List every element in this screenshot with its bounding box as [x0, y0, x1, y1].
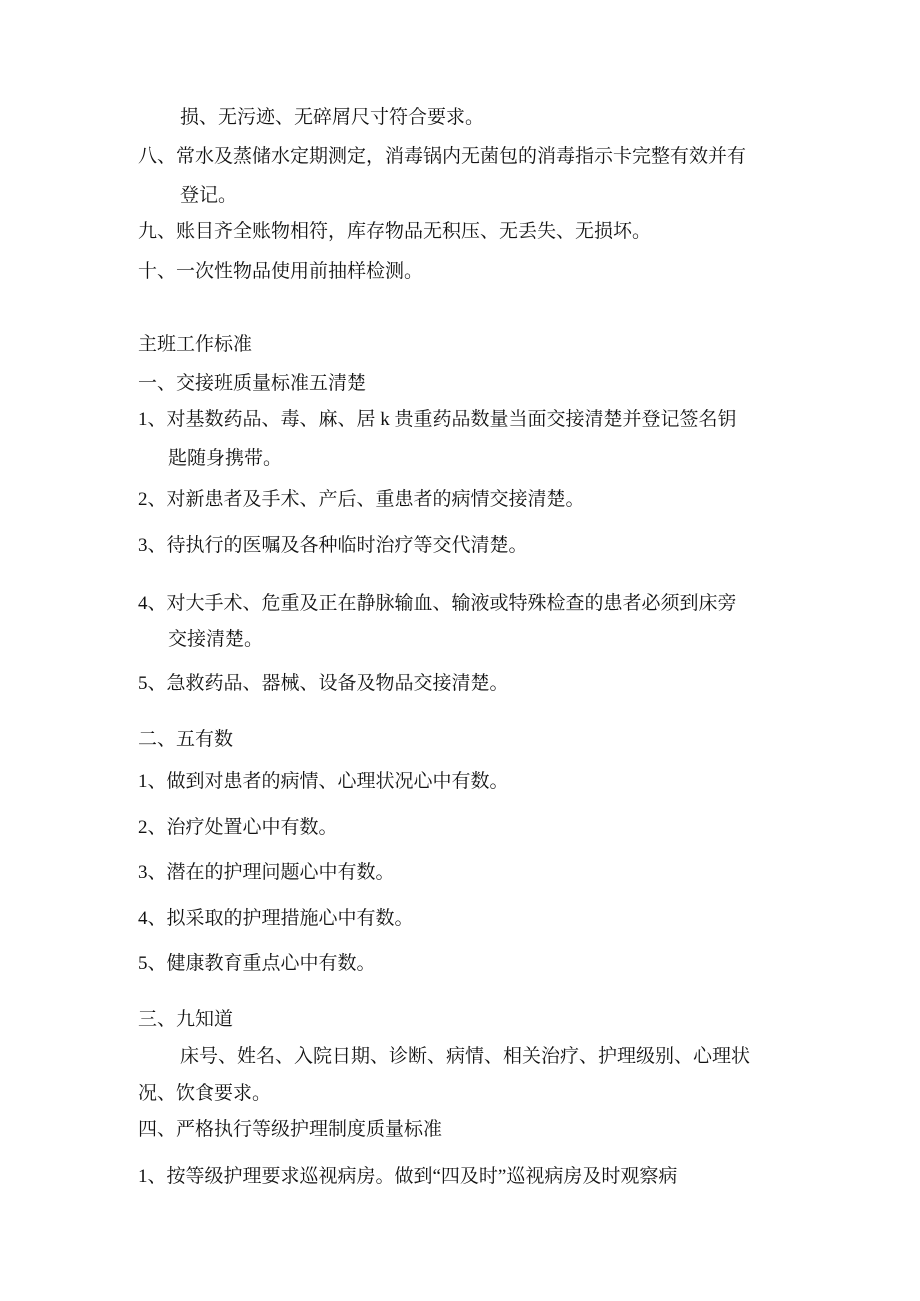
list-item: 十、一次性物品使用前抽样检测。 — [138, 261, 424, 282]
list-item: 1、做到对患者的病情、心理状况心中有数。 — [138, 771, 509, 792]
text-line: 交接清楚。 — [168, 629, 264, 650]
list-item: 5、健康教育重点心中有数。 — [138, 953, 376, 974]
text-line: 登记。 — [180, 185, 238, 206]
text-line: 床号、姓名、入院日期、诊断、病情、相关治疗、护理级别、心理状 — [180, 1046, 751, 1067]
list-item: 3、潜在的护理问题心中有数。 — [138, 862, 395, 883]
text-line: 损、无污迹、无碎屑尺寸符合要求。 — [180, 107, 485, 128]
list-item: 4、对大手术、危重及正在静脉输血、输液或特殊检查的患者必须到床旁 — [138, 593, 737, 614]
list-item: 4、拟采取的护理措施心中有数。 — [138, 908, 414, 929]
text-line: 况、饮食要求。 — [138, 1083, 272, 1104]
list-item: 2、治疗处置心中有数。 — [138, 817, 338, 838]
list-item: 1、对基数药品、毒、麻、居 k 贵重药品数量当面交接清楚并登记签名钥 — [138, 409, 737, 430]
list-item: 2、对新患者及手术、产后、重患者的病情交接清楚。 — [138, 489, 585, 510]
list-item: 九、账目齐全账物相符，库存物品无积压、无丢失、无损坏。 — [138, 221, 652, 242]
text-line: 匙随身携带。 — [168, 448, 283, 469]
subsection-heading: 一、交接班质量标准五清楚 — [138, 373, 367, 394]
list-item: 5、急救药品、器械、设备及物品交接清楚。 — [138, 673, 509, 694]
list-item: 3、待执行的医嘱及各种临时治疗等交代清楚。 — [138, 535, 528, 556]
section-heading: 主班工作标准 — [138, 334, 253, 355]
subsection-heading: 四、严格执行等级护理制度质量标准 — [138, 1119, 443, 1140]
subsection-heading: 二、五有数 — [138, 729, 234, 750]
subsection-heading: 三、九知道 — [138, 1009, 234, 1030]
list-item: 1、按等级护理要求巡视病房。做到“四及时”巡视病房及时观察病 — [138, 1166, 678, 1187]
list-item: 八、常水及蒸储水定期测定，消毒锅内无菌包的消毒指示卡完整有效并有 — [138, 146, 747, 167]
